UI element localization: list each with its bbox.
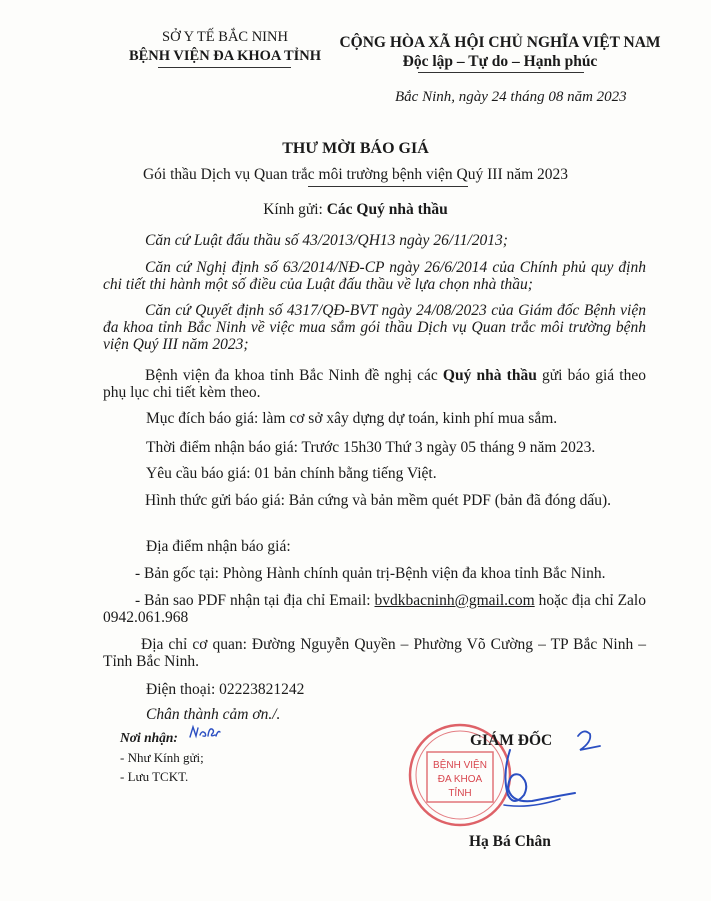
date-line: Bắc Ninh, ngày 24 tháng 08 năm 2023 [395, 89, 627, 105]
national-name: CỘNG HÒA XÃ HỘI CHỦ NGHĨA VIỆT NAM [339, 34, 661, 51]
subject-underline [308, 186, 468, 187]
handwritten-signature [480, 735, 580, 825]
legal-basis-1: Căn cứ Luật đấu thầu số 43/2013/QH13 ngày 26/11/2013; [145, 232, 508, 249]
issuer-block [100, 28, 350, 66]
legal-basis-3: Căn cứ Quyết định số 4317/QĐ-BVT ngày 24/08/2023 của Giám đốc Bệnh viện đa khoa tỉnh Bắc Ninh về việc mua sắm gói thầu Dịch vụ Quan trắc môi trường bệnh viện Quý III năm 2023; [103, 302, 646, 353]
national-motto: Độc lập – Tự do – Hạnh phúc [402, 53, 598, 70]
signer-title: GIÁM ĐỐC [470, 732, 553, 749]
issuer-underline [158, 67, 291, 68]
original-location: - Bản gốc tại: Phòng Hành chính quản trị-Bệnh viện đa khoa tỉnh Bắc Ninh. [135, 565, 606, 582]
letter-subject: Gói thầu Dịch vụ Quan trắc môi trường bệnh viện Quý III năm 2023 [142, 166, 569, 183]
recipient-item-1: - Như Kính gửi; [120, 750, 204, 765]
recipient-item-2: - Lưu TCKT. [120, 769, 189, 784]
recipients-label: Nơi nhận: [120, 730, 178, 745]
svg-text:BỆNH VIỆN: BỆNH VIỆN [433, 760, 487, 771]
issuer-department: SỞ Y TẾ BẮC NINH [162, 29, 288, 45]
office-address: Địa chỉ cơ quan: Đường Nguyễn Quyền – Phường Võ Cường – TP Bắc Ninh – Tỉnh Bắc Ninh. [103, 636, 646, 670]
purpose-line: Mục đích báo giá: làm cơ sở xây dựng dự toán, kinh phí mua sắm. [146, 410, 558, 427]
copy-text: - Bản sao PDF nhận tại địa chỉ Email: [135, 592, 375, 609]
request-text: Bệnh viện đa khoa tỉnh Bắc Ninh đề nghị các [145, 367, 443, 384]
handwritten-mark [188, 723, 222, 741]
motto-underline [418, 72, 584, 73]
closing-line: Chân thành cảm ơn./. [146, 706, 281, 723]
letter-title: THƯ MỜI BÁO GIÁ [282, 140, 429, 157]
email-link[interactable]: bvdkbacninh@gmail.com [374, 592, 535, 609]
location-heading: Địa điểm nhận báo giá: [146, 538, 291, 555]
phone-line: Điện thoại: 02223821242 [146, 681, 305, 698]
svg-text:TỈNH: TỈNH [448, 788, 472, 799]
form-paragraph: Hình thức gửi báo giá: Bản cứng và bản mềm quét PDF (bản đã đóng dấu). [145, 492, 611, 509]
greeting-recipient: Các Quý nhà thầu [326, 201, 448, 218]
svg-text:ĐA KHOA: ĐA KHOA [437, 774, 483, 785]
signer-name: Hạ Bá Chân [469, 833, 551, 850]
request-paragraph [103, 367, 646, 401]
legal-basis-2: Căn cứ Nghị định số 63/2014/NĐ-CP ngày 26/6/2014 của Chính phủ quy định chi tiết thi hành một số điều của Luật đấu thầu về lựa chọn nhà thầu; [103, 259, 646, 293]
requirement-line: Yêu cầu báo giá: 01 bản chính bằng tiếng Việt. [146, 465, 437, 482]
copy-location [103, 592, 646, 626]
national-heading [325, 33, 675, 71]
issuer-hospital: BỆNH VIỆN ĐA KHOA TỈNH [128, 48, 322, 64]
greeting-prefix: Kính gửi: [263, 201, 327, 218]
request-recipient: Quý nhà thầu [442, 367, 537, 384]
copy-text-end: hoặc địa chỉ Zalo 0942.061.968 [103, 592, 646, 626]
request-text-end: gửi báo giá theo phụ lục chi tiết kèm theo. [103, 367, 646, 401]
greeting [0, 201, 711, 219]
deadline-line: Thời điểm nhận báo giá: Trước 15h30 Thứ 3 ngày 05 tháng 9 năm 2023. [146, 439, 596, 456]
